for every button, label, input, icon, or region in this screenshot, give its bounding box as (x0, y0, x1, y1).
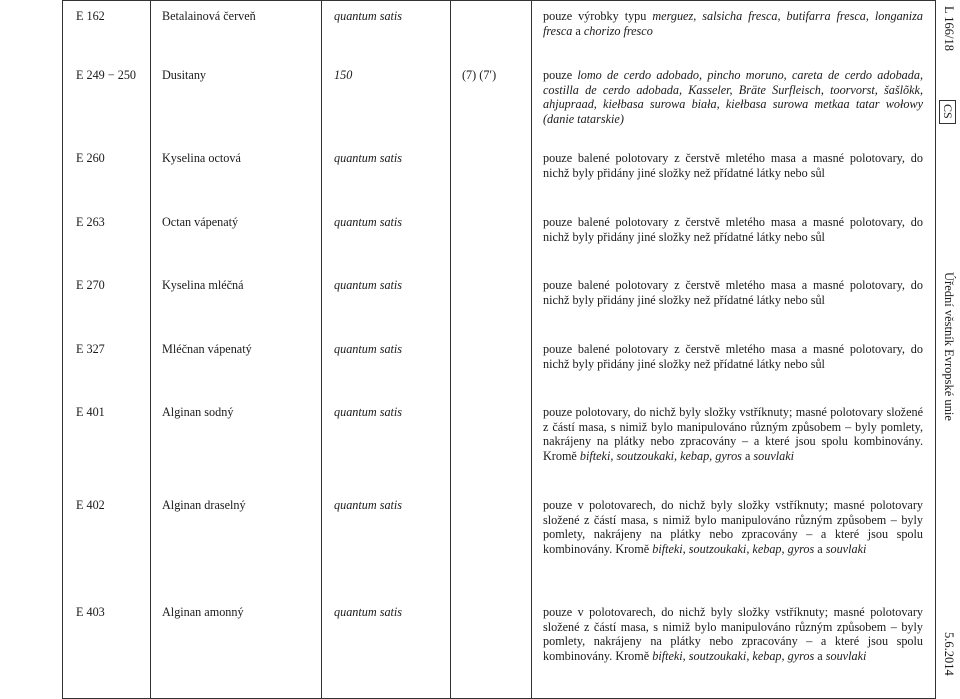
restriction-text: chorizo fresco (583, 23, 653, 38)
additives-table (62, 0, 935, 699)
journal-name: Úřední věstník Evropské unie (942, 272, 956, 421)
max-level: quantum satis (334, 498, 403, 512)
restriction-text: bifteki, soutzoukaki, kebap, gyros (579, 449, 742, 464)
max-level: quantum satis (334, 278, 403, 292)
column-divider (531, 0, 532, 699)
max-level: quantum satis (334, 9, 403, 23)
additive-name: Kyselina octová (162, 151, 241, 165)
restriction-text: pouze balené polotovary z čerstvě mletého masa a masné polotovary, do nichž byly přidány jiné složky než přídatné látky nebo sůl (543, 278, 923, 307)
restrictions (543, 151, 923, 180)
restriction-text: a (741, 449, 754, 464)
restrictions (543, 498, 923, 557)
additive-code: E 249 − 250 (76, 68, 137, 82)
restriction-text: pouze v polotovarech, do nichž byly složky vstříknuty; masné polotovary složené z částí masa, s nimiž bylo manipulováno různým způsobem – byly pomlety, nakrájeny na plátky nebo zpracovány – a které jsou spolu kombinovány. Kromě (543, 498, 923, 557)
restrictions (543, 9, 923, 38)
restriction-text: pouze polotovary, do nichž byly složky vstříknuty; masné polotovary složené z částí masa, s nimiž bylo manipulováno různým způsobem – byly pomlety, nakrájeny na plátky nebo zpracovány – a které jsou spolu kombinovány. Kromě (543, 405, 923, 464)
max-level: quantum satis (334, 405, 403, 419)
restrictions (543, 405, 923, 464)
footnotes: (7) (7′) (462, 68, 497, 82)
restriction-text: bifteki, soutzoukaki, kebap, gyros (652, 542, 815, 557)
additive-name: Octan vápenatý (162, 215, 239, 229)
restrictions (543, 68, 923, 127)
additive-code: E 270 (76, 278, 105, 292)
table-border-right (935, 0, 936, 699)
restriction-text: pouze výrobky typu (543, 9, 653, 23)
restriction-text: souvlaki (825, 649, 867, 664)
additive-name: Kyselina mléčná (162, 278, 244, 292)
page-reference: L 166/18 (942, 6, 956, 52)
restriction-text: a (814, 649, 826, 664)
additive-name: Dusitany (162, 68, 207, 82)
max-level: quantum satis (334, 151, 403, 165)
additive-name: Alginan amonný (162, 605, 244, 619)
restriction-text: a (814, 542, 826, 557)
max-level: quantum satis (334, 215, 403, 229)
additive-code: E 327 (76, 342, 105, 356)
language-code: CS (941, 104, 955, 119)
additive-code: E 402 (76, 498, 105, 512)
additive-code: E 263 (76, 215, 105, 229)
publication-date: 5.6.2014 (942, 632, 956, 676)
restriction-text: souvlaki (753, 449, 795, 464)
table-border-top (62, 0, 935, 1)
restrictions (543, 278, 923, 307)
restriction-text: lomo de cerdo adobado, pincho moruno, careta de cerdo adobada, costilla de cerdo adobada, Kasseler, Bräte Surfleisch, toorvorst, šašlõkk, ahjupraad, kiełbasa surowa biała, kiełbasa surowa metkaa tatar wołowy (danie tatarskie) (543, 68, 923, 127)
max-level: 150 (334, 68, 353, 82)
additive-name: Alginan draselný (162, 498, 246, 512)
additive-code: E 403 (76, 605, 105, 619)
additive-name: Betalainová červeň (162, 9, 256, 23)
language-badge (939, 100, 956, 124)
restriction-text: pouze balené polotovary z čerstvě mletého masa a masné polotovary, do nichž byly přidány jiné složky než přídatné látky nebo sůl (543, 215, 923, 244)
restriction-text: merguez, salsicha fresca, butifarra fresca, longaniza fresca (543, 9, 923, 38)
additive-name: Mléčnan vápenatý (162, 342, 252, 356)
max-level: quantum satis (334, 342, 403, 356)
additive-name: Alginan sodný (162, 405, 234, 419)
additive-code: E 401 (76, 405, 105, 419)
restriction-text: bifteki, soutzoukaki, kebap, gyros (652, 649, 815, 664)
additive-code: E 162 (76, 9, 105, 23)
restrictions (543, 605, 923, 664)
restriction-text: pouze v polotovarech, do nichž byly složky vstříknuty; masné polotovary složené z částí masa, s nimiž bylo manipulováno různým způsobem – byly pomlety, nakrájeny na plátky nebo zpracovány – a které jsou spolu kombinovány. Kromě (543, 605, 923, 664)
max-level: quantum satis (334, 605, 403, 619)
restriction-text: souvlaki (825, 542, 867, 557)
table-border-left (62, 0, 63, 699)
restriction-text: a (572, 23, 584, 38)
additive-code: E 260 (76, 151, 105, 165)
restriction-text: pouze (543, 68, 578, 82)
restrictions (543, 215, 923, 244)
restriction-text: pouze balené polotovary z čerstvě mletého masa a masné polotovary, do nichž byly přidány jiné složky než přídatné látky nebo sůl (543, 342, 923, 371)
restriction-text: pouze balené polotovary z čerstvě mletého masa a masné polotovary, do nichž byly přidány jiné složky než přídatné látky nebo sůl (543, 151, 923, 180)
restrictions (543, 342, 923, 371)
